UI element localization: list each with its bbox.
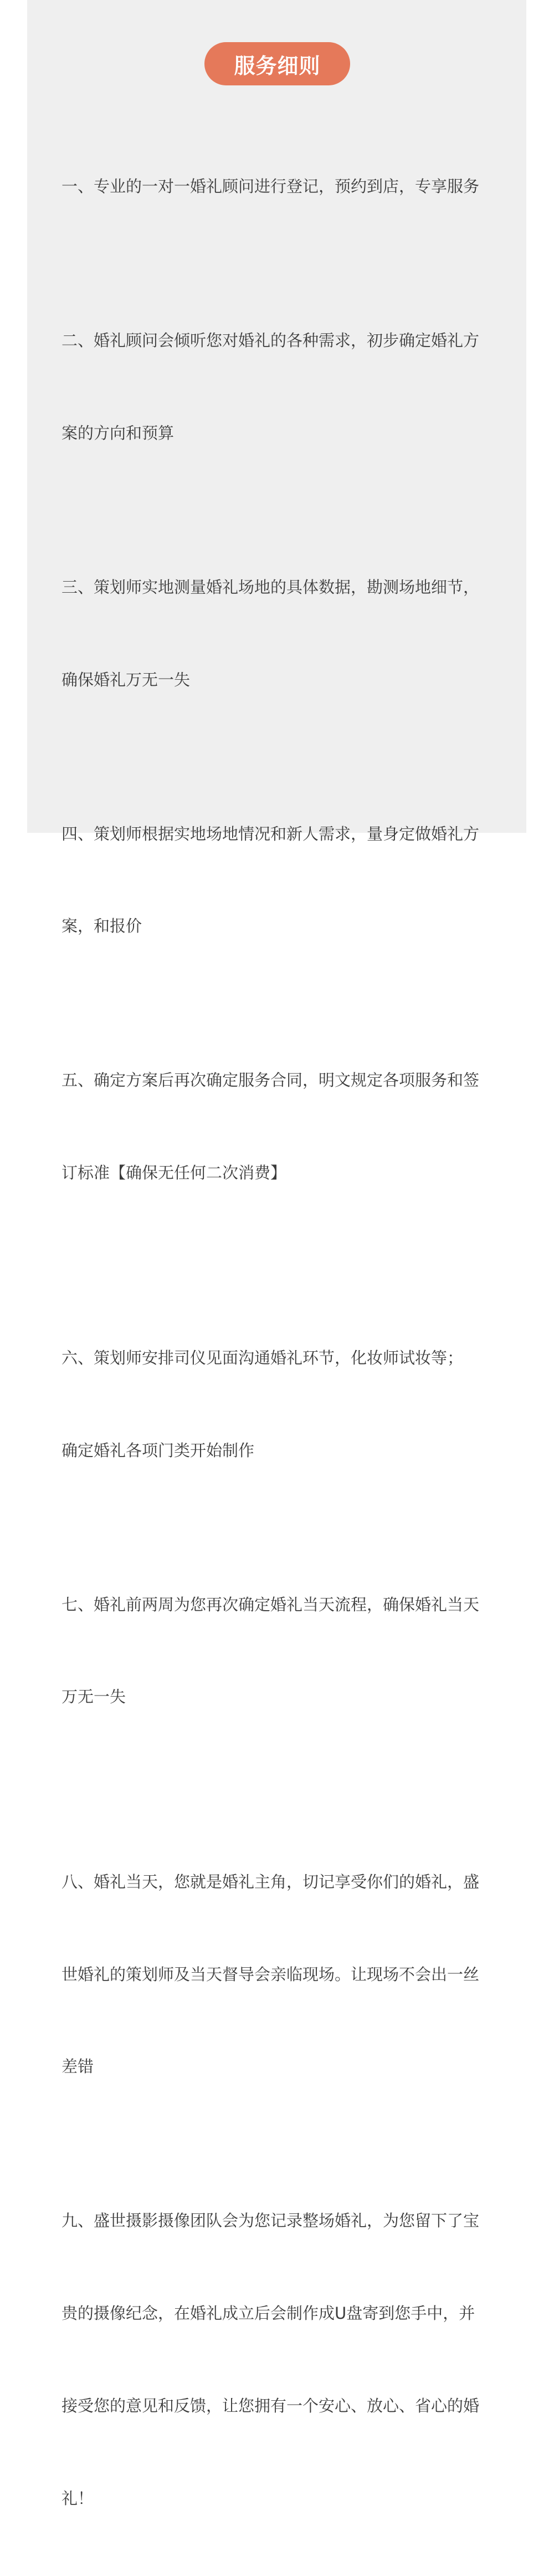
term-line: 案的方向和预算	[61, 423, 175, 442]
service-terms-list	[61, 110, 505, 2576]
section-title-badge	[204, 42, 350, 85]
term-line: 四、策划师根据实地场地情况和新人需求，量身定做婚礼方	[61, 824, 480, 843]
term-item-7	[61, 1528, 505, 1774]
spacer	[61, 1774, 505, 1805]
term-item-2	[61, 264, 505, 511]
term-item-6	[61, 1281, 505, 1528]
term-item-1	[61, 110, 505, 264]
term-line: 万无一失	[61, 1687, 126, 1707]
term-line: 确保婚礼万无一失	[61, 670, 191, 689]
term-line: 一、专业的一对一婚礼顾问进行登记，预约到店，专享服务	[61, 177, 480, 196]
term-line: 礼！	[61, 2488, 94, 2508]
term-line: 案，和报价	[61, 917, 142, 936]
term-line: 三、策划师实地测量婚礼场地的具体数据，勘测场地细节，	[61, 577, 480, 597]
term-line: 八、婚礼当天，您就是婚礼主角，切记享受你们的婚礼，盛	[61, 1872, 480, 1891]
term-line: 九、盛世摄影摄像团队会为您记录整场婚礼，为您留下了宝	[61, 2211, 480, 2231]
term-line: 差错	[61, 2057, 94, 2076]
term-line: 五、确定方案后再次确定服务合同，明文规定各项服务和签	[61, 1071, 480, 1090]
term-line: 确定婚礼各项门类开始制作	[61, 1440, 255, 1460]
term-line: 七、婚礼前两周为您再次确定婚礼当天流程，确保婚礼当天	[61, 1595, 480, 1614]
term-line: 贵的摄像纪念，在婚礼成立后会制作成U盘寄到您手中，并	[61, 2304, 475, 2323]
term-item-4	[61, 757, 505, 1004]
term-line: 二、婚礼顾问会倾听您对婚礼的各种需求，初步确定婚礼方	[61, 331, 480, 350]
term-item-9	[61, 2144, 505, 2575]
term-item-8	[61, 1805, 505, 2145]
term-line: 世婚礼的策划师及当天督导会亲临现场。让现场不会出一丝	[61, 1964, 480, 1984]
term-line: 六、策划师安排司仪见面沟通婚礼环节，化妆师试妆等；	[61, 1348, 464, 1367]
term-line: 订标准【确保无任何二次消费】	[61, 1163, 287, 1183]
spacer	[61, 1250, 505, 1281]
section-title: 服务细则	[234, 53, 321, 78]
term-line: 接受您的意见和反馈，让您拥有一个安心、放心、省心的婚	[61, 2396, 480, 2415]
term-item-3	[61, 511, 505, 757]
term-item-5	[61, 1004, 505, 1250]
